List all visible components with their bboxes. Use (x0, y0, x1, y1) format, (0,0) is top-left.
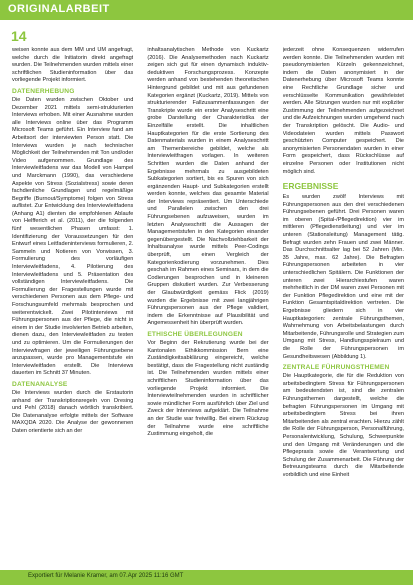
section-heading: ZENTRALE FÜHRUNGSTHEMEN (282, 364, 390, 372)
paragraph: Die Hauptkategorie, die für die Reduktion von arbeitsbedingtem Stress für Führungspersonen am bedeutendsten ist, sind die zentralen Führungsthemen dargestellt, welche die befragten Führungspersonen im Umgang mit arbeitsbedingtem Stress bei ihren Mitarbeitenden als zentral erachten. Hierzu zählt die Rolle der Führungsperson, Personalführung, Personalentwicklung, Schulung, Schwerpunkte und den Umgang mit Veränderungen und die Pflegepraxis sowie die Verantwortung und Schulung der Zusammenarbeit. Die Führung der Betreuungsteams durch die Mitarbeitende vorbildlich und eine Einheit (282, 373, 404, 478)
paragraph: weisen konnte aus dem MM und UM angefragt, welche durch die Initiatorin direkt angefragt wurden. Die Teilnehmenden wurden mittels einer schriftlichen Studieninformation über das vorliegende Projekt informiert. (12, 47, 134, 84)
section-heading: DATENANALYSE (12, 380, 68, 388)
header-bar (0, 0, 413, 20)
section-heading: DATENERHEBUNG (12, 87, 75, 95)
text-column-3 (283, 47, 404, 567)
paragraph: inhaltsanalytischen Methode von Kuckartz (2016). Die Analysemethoden nach Kuckartz zeigen sich gut für einen dynamisch induktiv-deduktiven Forschungsprozess. Konzepte werden anhand von bestehenden theoretischen Hintergrund gebildet und mit aus gefundenen Kategorien ergänzt (Kuckartz, 2019). Mittels von strukturierender Fallzusammenfassungen der Transkripte wurde ein erster Analyseschritt eine grobe Darstellung der Charakteristika der Einzelfälle erstellt. Die inhaltlichen Hauptkategorien für die erste Sortierung des Datenmaterials wurden in einem Analyseschritt am Themenbereiche gebildet, welche als Interviewleitfragen vorlagen. In weiteren Schritten wurden die Daten anhand der Ergebnisse mehrmals zu ausgebildeten Subkategorien sortiert, bis es Spuren von sich ergänzenden Haupt- und Subkategorien erstellt werden konnte, welches das gesamte Material der Interviews repräsentiert. Um Unterschiede und Parallelen zwischen den drei Führungsebenen aufzuweisen, wurden im letzten Analyseschritt die Aussagen der Managementstufen in den Kategorien einander gegenübergestellt. Die Nachvollziehbarkeit der Inhaltsanalyse wurde mittels Peer-Codings überprüft, um einen Vergleich der Kategorienkodierung vorzunehmen. Dies geschah im Rahmen eines Seminars, in dem die Codierungen besprochen und in kleineren Gruppen diskutiert wurden. Zur Verbesserung der Glaubwürdigkeit gemäss Flick (2019) wurden die Ergebnisse mit zwei langjährigen Führungspersonen aus der Pflege validiert, indem die Erkenntnisse auf Plausibilität und Angemessenheit hin überprüft wurden. (147, 47, 269, 327)
paragraph: Vor Beginn der Rekrutierung wurde bei der Kantonalen Ethikkommission Bern eine Zuständigkeitsabklärung eingereicht, welche bestätigt, dass die Fragestellung nicht zuständig ist. Die Teilnehmenden wurden mittels einer schriftlichen Studieninformation über das vorliegende Projekt informiert. Die Interviewteilnehmenden wurden in schriftlicher sowie mündlicher Form ausführlich über Ziel und Zweck der Interviews aufgeklärt. Die Teilnahme an der Studie war freiwillig. Bei einem Rückzug der Teilnahme wurde eine schriftliche Zustimmung eingeholt, die (147, 339, 269, 438)
text-column-1 (12, 47, 133, 567)
page-number: 14 (11, 28, 27, 44)
section-heading: ERGEBNISSE (282, 181, 339, 192)
paragraph: Die Interviews wurden durch die Erstautorin anhand der Transkriptionsregeln von Dresing und Pehl (2018) danach wörtlich transkribiert. Die Datenanalyse erfolgte mittels der Software MAXQDA 2020. Die Analyse der gewonnenen Daten orientierte sich an der (12, 389, 134, 434)
section-label: ORIGINALARBEIT (8, 3, 110, 15)
paragraph: Die Daten wurden zwischen Oktober und Dezember 2021 mittels semi-strukturierten Interviews erhoben. Mit einer Ausnahme wurden alle Interviews online über das Programm Microsoft Teams geführt. Ein Interview fand am Arbeitsort der interviewten Person statt. Die Interviews wurden je nach technischer Möglichkeit der Teilnehmenden mit Ton und/oder Video aufgenommen. Grundlage des Interviewleitfadens war das Modell von Hampel und Marckmann (1990), das verschiedene Aspekte von Stress (Sozialstress) sowie deren fachdienliche Grundlagen und regelmäßige Begriffe (Burnout/Symptome) folgen von Stress auflistet. Zur Entwicklung des Interviewleitfadens (Anhang A1) dienten die empfohlenen Ablaufe von Helfferich et al. (2011), der die folgenden fünf wesentlichen Phasen umfasst: 1. Identifizierung der Voraussetzungen für den Entwurf eines Leitfadeninterviews formulieren, 2. Sammeln und Notieren von Vorwissen, 3. Formulierung des vorläufigen Interviewleitfadens, 4. Pilotierung des Interviewleitfadens und 5. Präsentation des vollständigen Interviewleitfadens. Die Formulierung der Fragestellungen wurde mit verschiedenen Personen aus dem Pflege- und Forschungsumfeld mehrmals besprochen und weiterentwickelt. Zwei Pilotinterviews mit Führungspersonen aus der Pflege, die nicht in einem in der Studie involvierten Betrieb arbeiten, dienen dazu, den Interviewleitfaden zu testen und zu optimieren. Um die Formulierungen der Interviewfragen der jeweiligen Führungsebene anzupassen, wurde pro Managementstufe ein Interviewleitfaden erstellt. Die Interviews dauerten im Schnitt 37 Minuten. (12, 96, 134, 377)
section-heading: ETHISCHE ÜBERLEGUNGEN (147, 330, 243, 338)
footer-bar (0, 570, 413, 585)
text-column-2 (147, 47, 268, 567)
paragraph: jederzeit ohne Konsequenzen widerrufen werden konnte. Die Teilnehmenden wurden mit pseudonymisierten Kürzeln gekennzeichnet, indem die Daten anonymisiert in der Datenerhebung über Microsoft Teams konnte eine Rechtliche Grundlage sicher und verschlüsselte Kommunikation gewährleistet werden. Alle Sitzungen wurden nur mit expliziter Zustimmung der Teilnehmenden aufgezeichnet und die Aufzeichnungen wurden umgehend nach der Transkription gelöscht. Die Audio- und Videodateien wurden mittels Passwort geschützten Computer gespeichert. Die anonymisierten Personendaten wurden in einer Form gespeichert, dass Rückschlüsse auf einzelne Personen oder Institutionen nicht möglich sind. (282, 47, 404, 175)
article-body (12, 47, 404, 567)
export-notice: Exportiert für Melanie Kramer, am 07.Apr 2025 11:16 GMT (28, 573, 184, 579)
paragraph: Es wurden zwölf Interviews mit Führungspersonen aus den drei verschiedenen Führungsebenen geführt. Drei Personen waren im oberen (Spital-/Pflegedirektion) vier im mittleren (Pflegedienstleitung) und vier im unteren (Stationsleitung) Management tätig. Befragt wurden zehn Frauen und zwei Männer. Das Durchschnittsalter lag bei 52 Jahren (Min. 35 Jahre, max. 62 Jahre). Die Befragten Führungspersonen arbeiteten in vier unterschiedlichen Spitälern. Die Funktionen der unteren zwei Hierarchiestufen waren mehrheitlich in der DM waren zwei Personen mit der Funktion Pflegedirektion und eine mit der Funktion Gesamtspitaldirektion vertreten. Die Ergebnisse gliedern sich in vier Hauptkategorien: zentrale Führungsthemen, Wahrnehmung von Arbeitsbelastungen durch Mitarbeitende, Führungsrolle und Strategien zum Umgang mit Stress, Handlungsspielraum und die Rolle der Führungspersonen im Gesundheitswesen (Abbildung 1). (282, 194, 404, 360)
